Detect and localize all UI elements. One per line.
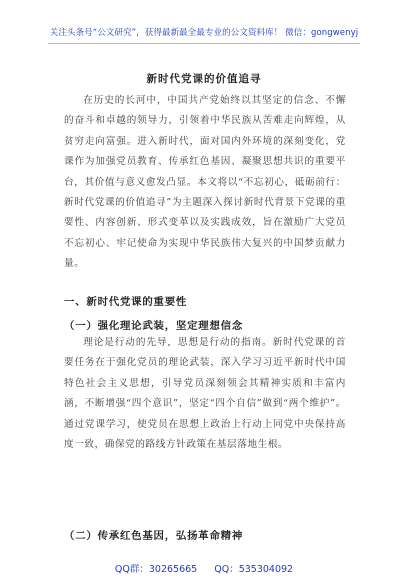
header-divider (48, 43, 360, 44)
subsection-heading-2: （二）传承红色基因，弘扬革命精神 (64, 530, 244, 542)
document-title: 新时代党课的价值追寻 (146, 73, 262, 85)
subsection-heading-1: （一）强化理论武装，坚定理想信念 (64, 320, 244, 332)
footer-contact-text: QQ群：30265665 QQ：535304092 (114, 564, 294, 575)
header-promo-text: 关注头条号“公文研究”，获得最新最全最专业的公文资料库！ 微信：gongwenyj (49, 28, 359, 38)
section-heading-1: 一、新时代党课的重要性 (64, 296, 188, 308)
subsection-1-paragraph: 理论是行动的先导，思想是行动的指南。新时代党课的首要任务在于强化党员的理论武装，深入学习习近平新时代中国特色社会主义思想，引导党员深刻领会其精神实质和丰富内涵，不断增强“四个意识”，坚定“四个自信”做到“两个维护”。通过党课学习，使党员在思想上政治上行动上同党中央保持高度一致，确保党的路线方针政策在基层落地生根。 (64, 337, 346, 451)
intro-paragraph: 在历史的长河中，中国共产党始终以其坚定的信念、不懈的奋斗和卓越的领导力，引领着中华民族从苦难走向辉煌，从贫穷走向富强。进入新时代，面对国内外环境的深刻变化，党课作为加强党员教育、传承红色基因、凝聚思想共识的重要平台，其价值与意义愈发凸显。本文将以“不忘初心，砥砺前行：新时代党课的价值追寻”为主题深入探讨新时代背景下党课的重要性、内容创新、形式变革以及实践成效，旨在激励广大党员不忘初心、牢记使命为实现中华民族伟大复兴的中国梦贡献力量。 (64, 95, 346, 270)
